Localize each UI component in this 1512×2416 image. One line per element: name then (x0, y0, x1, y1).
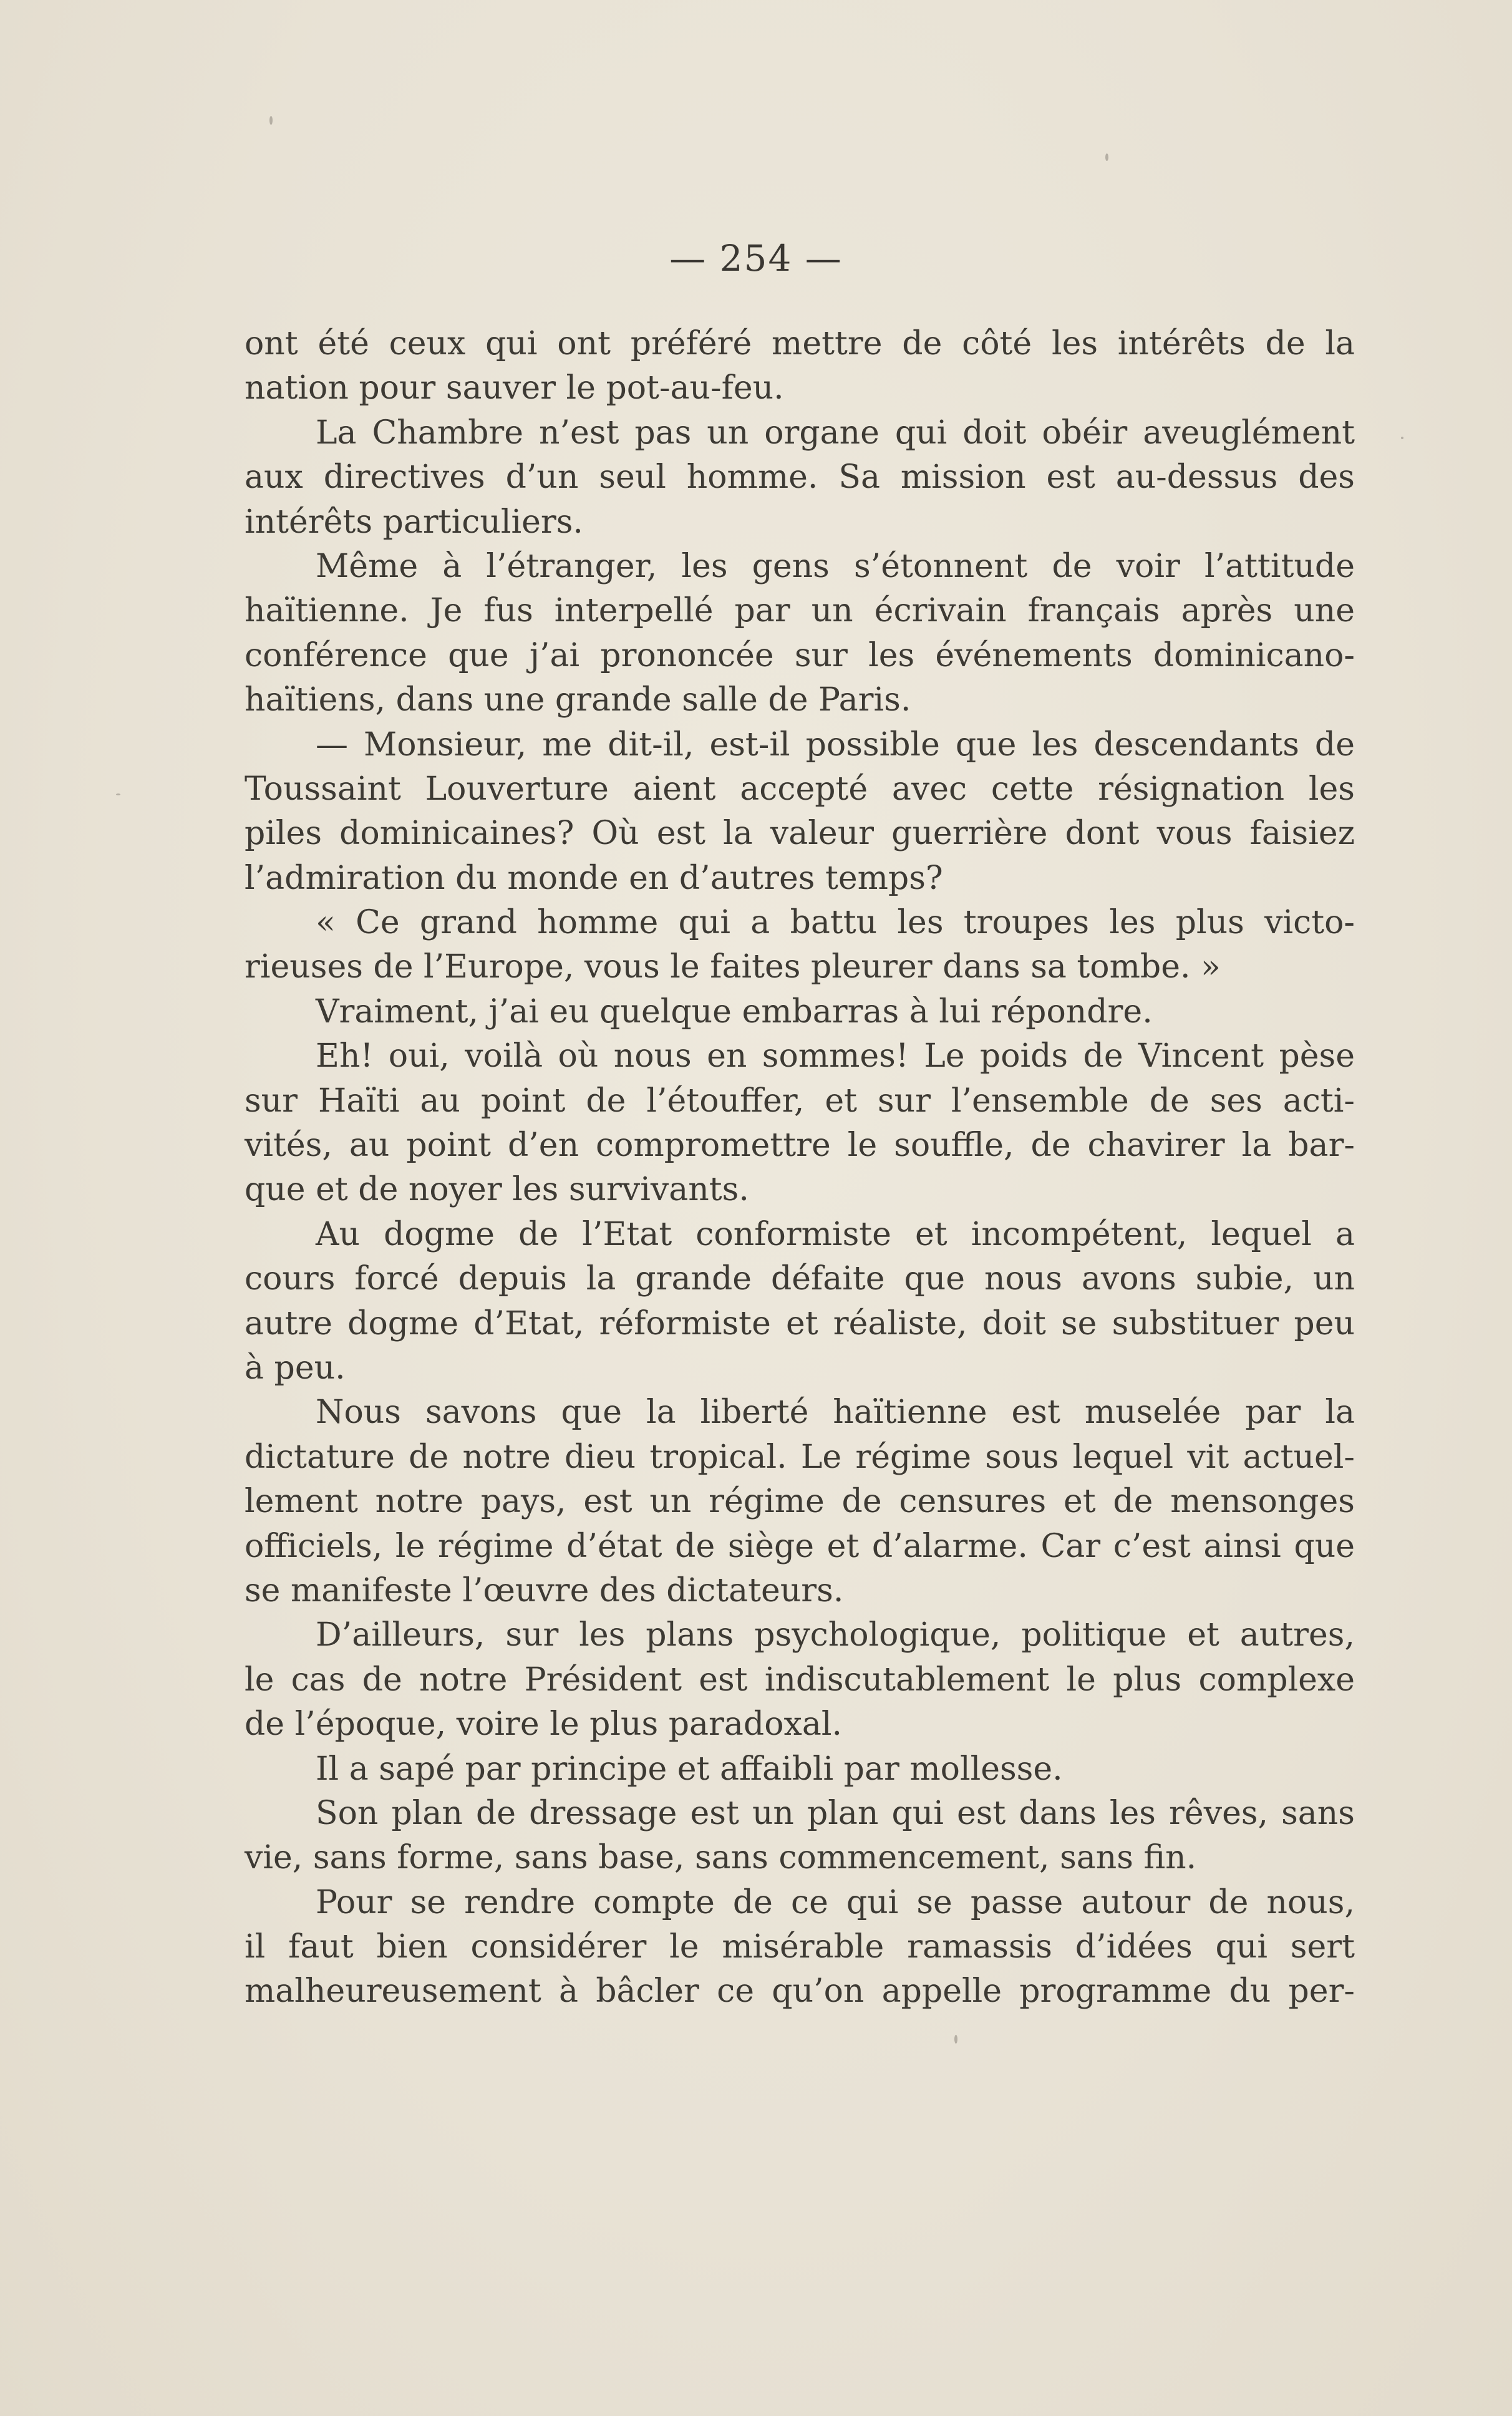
text-line: malheureusement à bâcler ce qu’on appelle programme du per- (245, 1972, 1355, 2011)
paper-speck (1401, 437, 1403, 439)
text-line: l’admiration du monde en d’autres temps? (245, 859, 943, 897)
text-line: conférence que j’ai prononcée sur les événements dominicano- (245, 636, 1355, 674)
text-line: il faut bien considérer le misérable ramassis d’idées qui sert (245, 1928, 1355, 1966)
paper-speck (116, 793, 120, 795)
paper-speck (269, 116, 273, 125)
text-line: haïtienne. Je fus interpellé par un écrivain français après une (245, 592, 1355, 630)
text-line: Il a sapé par principe et affaibli par mollesse. (316, 1750, 1063, 1788)
text-line: D’ailleurs, sur les plans psychologique, politique et autres, (316, 1616, 1355, 1654)
text-line: — Monsieur, me dit-il, est-il possible que les descendants de (316, 725, 1355, 764)
text-line: autre dogme d’Etat, réformiste et réaliste, doit se substituer peu (245, 1304, 1355, 1342)
text-line: aux directives d’un seul homme. Sa mission est au-dessus des (245, 458, 1355, 497)
text-line: Son plan de dressage est un plan qui est dans les rêves, sans (316, 1794, 1355, 1832)
text-line: Eh! oui, voilà où nous en sommes! Le poids de Vincent pèse (316, 1037, 1355, 1075)
text-line: La Chambre n’est pas un organe qui doit obéir aveuglément (316, 414, 1355, 452)
text-line: à peu. (245, 1349, 346, 1387)
text-line: intérêts particuliers. (245, 503, 583, 541)
text-line: Pour se rendre compte de ce qui se passe autour de nous, (316, 1883, 1355, 1921)
text-line: nation pour sauver le pot-au-feu. (245, 369, 784, 407)
text-line: Vraiment, j’ai eu quelque embarras à lui répondre. (316, 992, 1153, 1031)
text-line: cours forcé depuis la grande défaite que nous avons subie, un (245, 1260, 1355, 1298)
text-line: le cas de notre Président est indiscutablement le plus complexe (245, 1661, 1355, 1699)
text-line: officiels, le régime d’état de siège et d’alarme. Car c’est ainsi que (245, 1527, 1355, 1565)
text-line: Nous savons que la liberté haïtienne est muselée par la (316, 1394, 1355, 1432)
text-line: vie, sans forme, sans base, sans commencement, sans fin. (245, 1839, 1197, 1877)
text-line: rieuses de l’Europe, vous le faites pleurer dans sa tombe. » (245, 948, 1221, 986)
text-line: Toussaint Louverture aient accepté avec cette résignation les (245, 770, 1355, 808)
text-line: haïtiens, dans une grande salle de Paris. (245, 681, 911, 719)
text-line: lement notre pays, est un régime de censures et de mensonges (245, 1483, 1355, 1521)
text-line: ont été ceux qui ont préféré mettre de côté les intérêts de la (245, 325, 1355, 362)
text-line: vités, au point d’en compromettre le souffle, de chavirer la bar- (245, 1127, 1355, 1165)
page-number: — 254 — (669, 237, 843, 279)
text-line: se manifeste l’œuvre des dictateurs. (245, 1571, 844, 1609)
text-line: piles dominicaines? Où est la valeur guerrière dont vous faisiez (245, 815, 1355, 853)
paper-speck (1105, 153, 1108, 161)
text-line: de l’époque, voire le plus paradoxal. (245, 1705, 842, 1744)
text-line: dictature de notre dieu tropical. Le régime sous lequel vit actuel- (245, 1438, 1355, 1476)
text-line: « Ce grand homme qui a battu les troupes les plus victo- (316, 904, 1355, 942)
text-line: que et de noyer les survivants. (245, 1171, 749, 1209)
text-line: Au dogme de l’Etat conformiste et incompétent, lequel a (316, 1215, 1355, 1253)
body-text (245, 322, 1355, 2014)
paper-speck (954, 2035, 957, 2044)
text-line: Même à l’étranger, les gens s’étonnent de voir l’attitude (316, 547, 1355, 585)
text-line: sur Haïti au point de l’étouffer, et sur l’ensemble de ses acti- (245, 1082, 1355, 1120)
